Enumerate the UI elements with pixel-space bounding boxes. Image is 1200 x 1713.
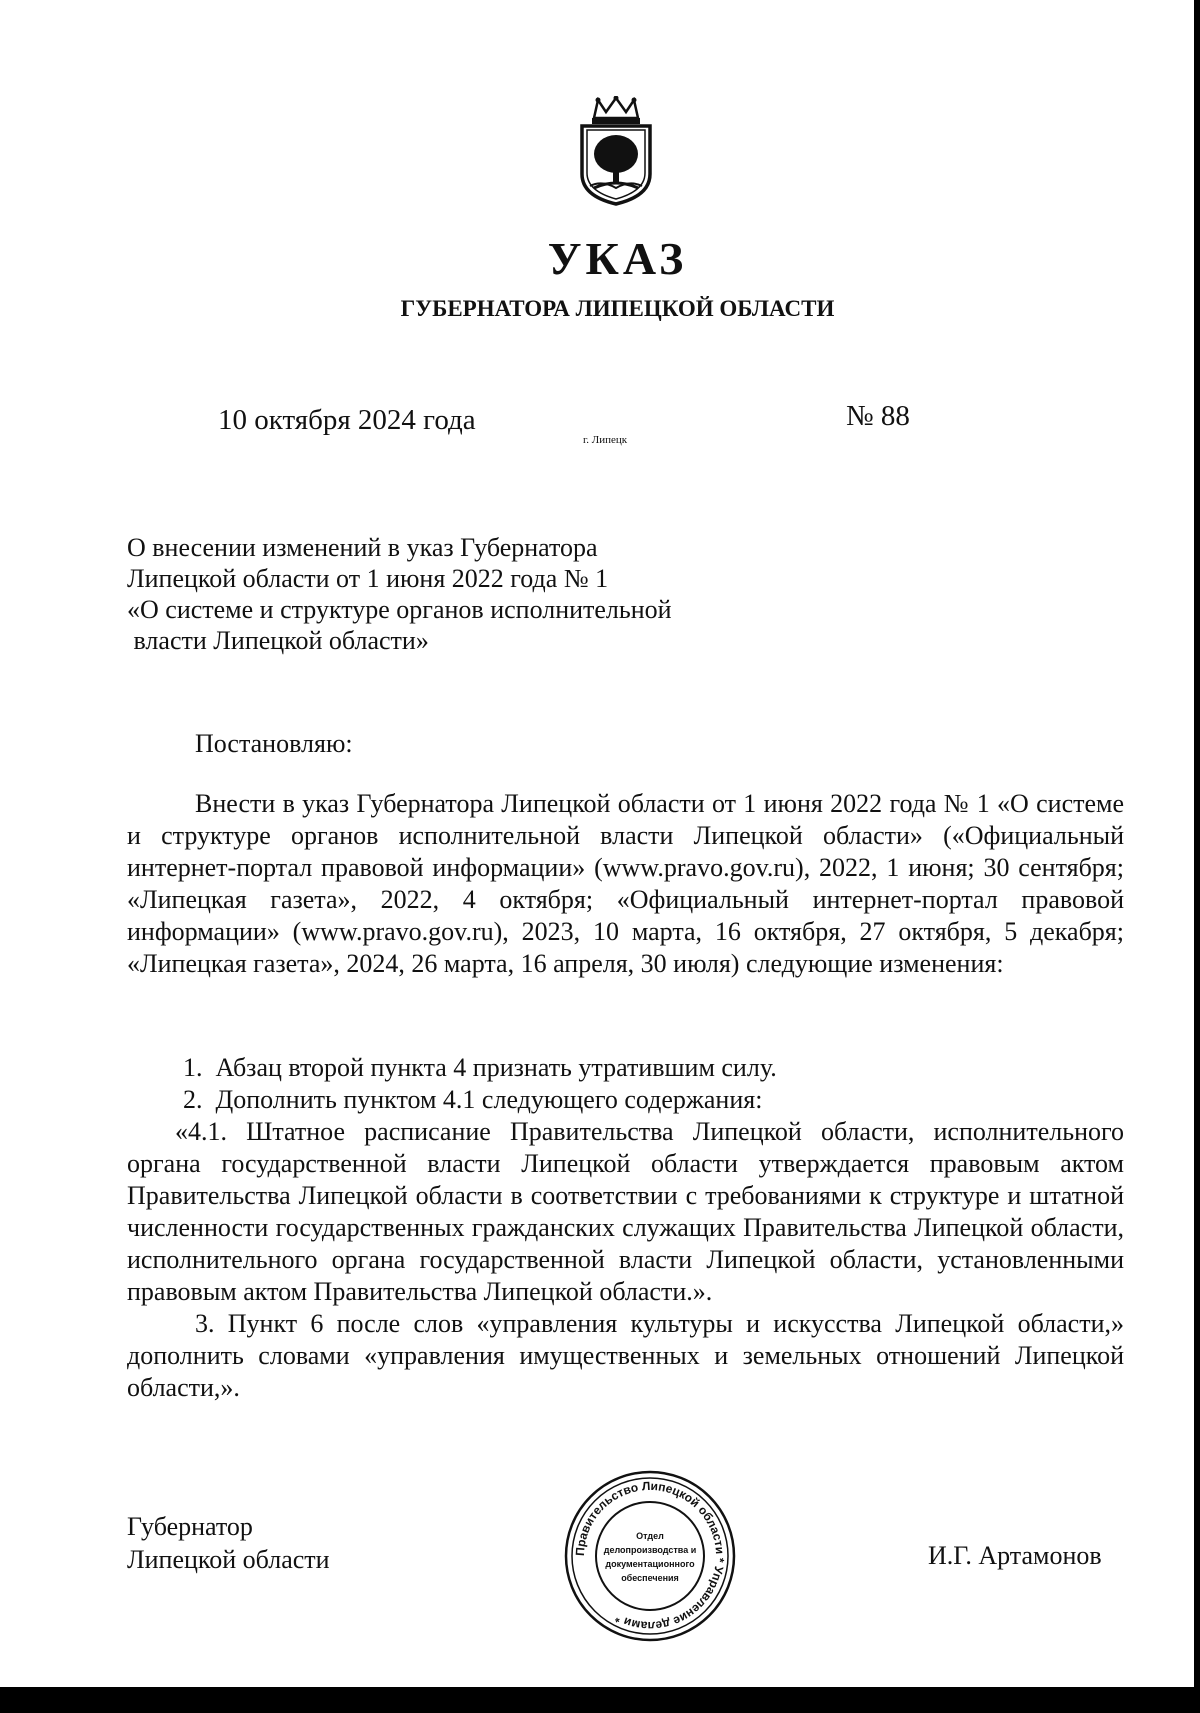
- main-paragraph-block: [127, 788, 1124, 980]
- document-subtitle: ГУБЕРНАТОРА ЛИПЕЦКОЙ ОБЛАСТИ: [400, 296, 835, 321]
- seal-inner-line: документационного: [605, 1559, 695, 1569]
- document-city: г. Липецк: [583, 434, 628, 446]
- signatory-position-line: Губернатор: [127, 1512, 253, 1541]
- main-paragraph: Внести в указ Губернатора Липецкой области от 1 июня 2022 года № 1 «О системе и структуре органов исполнительной власти Липецкой области» («Официальный интернет-портал правовой информации» (www.pravo.gov.ru), 2022, 1 июня; 30 сентября; «Липецкая газета», 2022, 4 октября; «Официальный интернет-портал правовой информации» (www.pravo.gov.ru), 2023, 10 марта, 16 октября, 27 октября, 5 декабря; «Липецкая газета», 2024, 26 марта, 16 апреля, 30 июля) следующие изменения:: [127, 789, 1124, 978]
- signatory-position: [127, 1510, 330, 1576]
- amendments-list: [127, 1052, 1124, 1404]
- preamble: Постановляю:: [195, 729, 353, 758]
- amendment-item-1: 1. Абзац второй пункта 4 признать утратившим силу.: [183, 1053, 777, 1082]
- amendment-item-3: 3. Пункт 6 после слов «управления культуры и искусства Липецкой области,» дополнить словами «управления имущественных и земельных отношений Липецкой области,».: [127, 1309, 1124, 1402]
- seal-inner-line: обеспечения: [621, 1573, 679, 1583]
- subject-line: Липецкой области от 1 июня 2022 года № 1: [127, 564, 609, 593]
- subject-line: О внесении изменений в указ Губернатора: [127, 533, 598, 562]
- amendment-item-2: 2. Дополнить пунктом 4.1 следующего содержания:: [183, 1085, 763, 1114]
- coat-of-arms-icon: [572, 96, 660, 208]
- official-seal-icon: [563, 1469, 737, 1643]
- signatory-name: И.Г. Артамонов: [928, 1541, 1102, 1570]
- document-subject: [127, 532, 807, 656]
- document-date: 10 октября 2024 года: [218, 404, 476, 436]
- amendment-item-2-quote: «4.1. Штатное расписание Правительства Липецкой области, исполнительного органа государственной власти Липецкой области утверждается правовым актом Правительства Липецкой области в соответствии с требованиями к структуре и штатной численности государственных гражданских служащих Правительства Липецкой области, исполнительного органа государственной власти Липецкой области, установленными правовым актом Правительства Липецкой области.».: [127, 1117, 1124, 1306]
- seal-inner-line: Отдел: [636, 1531, 664, 1541]
- document-title: УКАЗ: [547, 233, 688, 284]
- scan-border-bottom: [0, 1687, 1200, 1713]
- signatory-position-line: Липецкой области: [127, 1545, 330, 1574]
- subject-line: власти Липецкой области»: [127, 626, 429, 655]
- document-number: № 88: [846, 400, 910, 432]
- seal-inner-line: делопроизводства и: [603, 1545, 697, 1555]
- seal-outer-text: Правительство Липецкой области * Управление делами *: [572, 1478, 728, 1634]
- subject-line: «О системе и структуре органов исполнительной: [127, 595, 672, 624]
